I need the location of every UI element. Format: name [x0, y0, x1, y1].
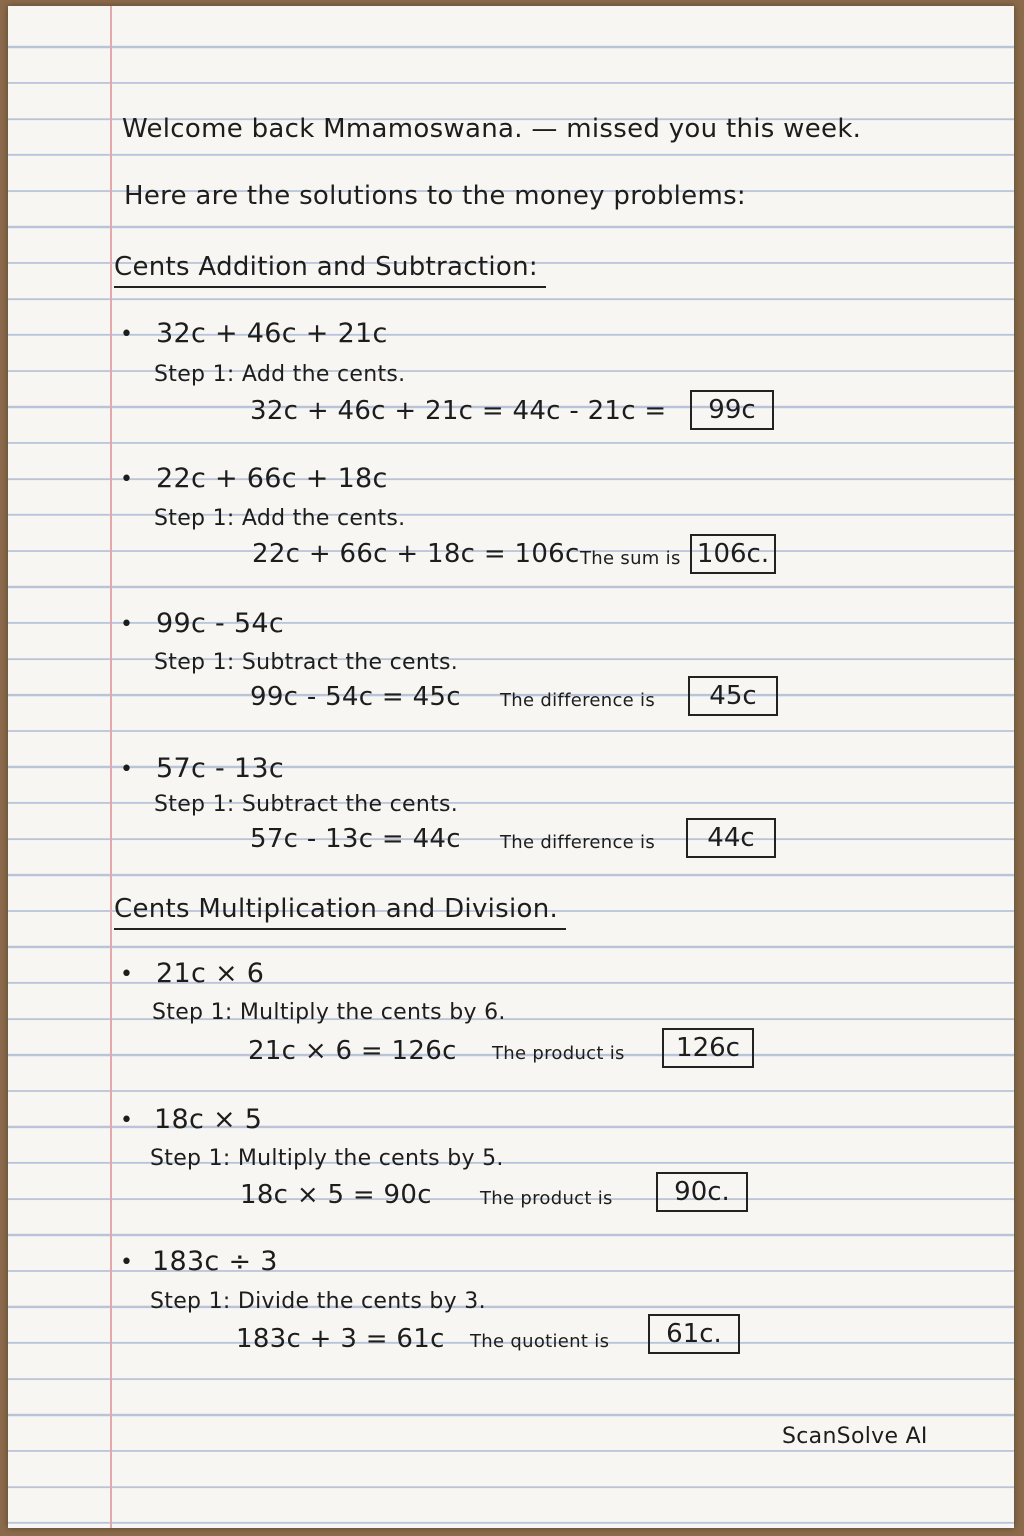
problem-statement: 99c - 54c	[156, 608, 285, 639]
brand-signature: ScanSolve AI	[782, 1424, 928, 1449]
answer-box: 99c	[690, 390, 774, 430]
answer-note: The difference is	[500, 832, 656, 853]
equation-text: 21c × 6 = 126c	[248, 1036, 457, 1066]
bullet-icon: •	[120, 962, 133, 987]
problem-statement: 22c + 66c + 18c	[156, 463, 388, 494]
margin-line	[110, 6, 112, 1528]
lead-text: Here are the solutions to the money problems:	[124, 181, 746, 211]
answer-box: 61c.	[648, 1314, 740, 1354]
step-text: Step 1: Subtract the cents.	[154, 792, 459, 817]
equation-text: 32c + 46c + 21c = 44c - 21c =	[250, 396, 667, 426]
step-text: Step 1: Divide the cents by 3.	[150, 1289, 486, 1314]
equation-text: 22c + 66c + 18c = 106c	[252, 539, 580, 569]
greeting-text: Welcome back Mmamoswana. — missed you this week.	[122, 114, 862, 144]
problem-statement: 18c × 5	[154, 1104, 263, 1135]
section-heading-addition-subtraction: Cents Addition and Subtraction:	[114, 252, 546, 288]
answer-note: The product is	[492, 1043, 625, 1064]
answer-box: 44c	[686, 818, 776, 858]
answer-note: The sum is	[580, 548, 681, 569]
step-text: Step 1: Multiply the cents by 6.	[152, 1000, 506, 1025]
step-text: Step 1: Multiply the cents by 5.	[150, 1146, 504, 1171]
notebook-page	[8, 6, 1014, 1528]
step-text: Step 1: Add the cents.	[154, 362, 406, 387]
problem-statement: 21c × 6	[156, 958, 265, 989]
answer-note: The product is	[480, 1188, 613, 1209]
answer-note: The quotient is	[470, 1331, 610, 1352]
equation-text: 57c - 13c = 44c	[250, 824, 461, 854]
bullet-icon: •	[120, 322, 133, 347]
answer-note: The difference is	[500, 690, 656, 711]
problem-statement: 57c - 13c	[156, 753, 285, 784]
step-text: Step 1: Add the cents.	[154, 506, 406, 531]
equation-text: 183c + 3 = 61c	[236, 1324, 445, 1354]
answer-box: 106c.	[690, 534, 776, 574]
answer-box: 90c.	[656, 1172, 748, 1212]
problem-statement: 183c ÷ 3	[152, 1246, 278, 1277]
step-text: Step 1: Subtract the cents.	[154, 650, 459, 675]
bullet-icon: •	[120, 467, 133, 492]
bullet-icon: •	[120, 1250, 133, 1275]
bullet-icon: •	[120, 612, 133, 637]
answer-box: 126c	[662, 1028, 754, 1068]
equation-text: 99c - 54c = 45c	[250, 682, 461, 712]
answer-box: 45c	[688, 676, 778, 716]
section-heading-multiplication-division: Cents Multiplication and Division.	[114, 894, 566, 930]
bullet-icon: •	[120, 1108, 133, 1133]
problem-statement: 32c + 46c + 21c	[156, 318, 388, 349]
equation-text: 18c × 5 = 90c	[240, 1180, 432, 1210]
bullet-icon: •	[120, 757, 133, 782]
